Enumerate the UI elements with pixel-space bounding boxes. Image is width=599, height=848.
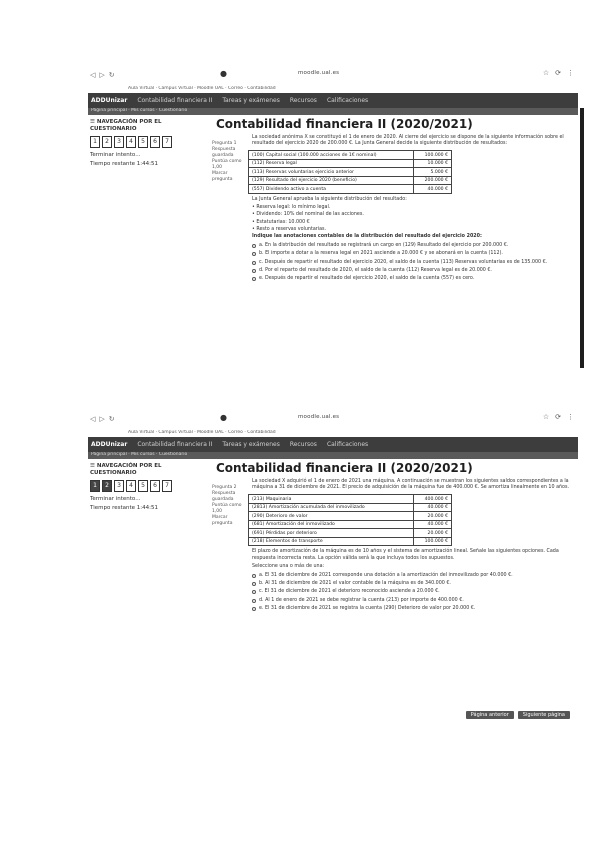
question-button[interactable]: 3 xyxy=(114,136,124,148)
account-label: (113) Reservas voluntarias ejercicio anterior xyxy=(249,168,414,177)
account-value: 20.000 € xyxy=(414,529,452,538)
table-row xyxy=(249,495,452,504)
account-label: (681) Amortización del inmovilizado xyxy=(249,520,414,529)
screenshot-bottom xyxy=(88,408,578,723)
account-value: 10.000 € xyxy=(414,159,452,168)
list-item: • Reserva legal: lo mínimo legal. xyxy=(252,205,331,211)
answer-option[interactable]: b. El importe a dotar a la reserva legal en 2021 asciende a 20.000 € y se abonará en la cuenta (112). xyxy=(252,251,576,257)
toolbar-item[interactable]: Calificaciones xyxy=(326,441,369,448)
question-info: Pregunta 2 Respuesta guardada Puntúa como 1,00 Marcar pregunta xyxy=(212,485,242,526)
quiz-navigation xyxy=(90,119,205,167)
table-row xyxy=(249,185,452,194)
table-row xyxy=(249,520,452,529)
account-label: (2813) Amortización acumulada del inmovilizado xyxy=(249,503,414,512)
account-label: (213) Maquinaria xyxy=(249,495,414,504)
toolbar-item[interactable]: Tareas y exámenes xyxy=(222,97,280,104)
answer-option[interactable]: a. El 31 de diciembre de 2021 corresponde una dotación a la amortización del inmovilizado por 40.000 €. xyxy=(252,573,576,579)
star-icon[interactable]: ☆ xyxy=(542,69,550,77)
breadcrumb[interactable]: Página principal · Mis cursos · Cuestionario xyxy=(88,108,578,115)
account-value: 100.000 € xyxy=(414,151,452,160)
question-info: Pregunta 1 Respuesta guardada Puntúa como 1,00 Marcar pregunta xyxy=(212,141,242,182)
browser-nav xyxy=(90,71,115,79)
account-value: 40.000 € xyxy=(414,185,452,194)
account-label: (129) Resultado del ejercicio 2020 (beneficio) xyxy=(249,176,414,185)
question-intro: La sociedad X adquirió el 1 de enero de 2021 una máquina. A continuación se muestran los siguientes saldos correspondientes a la máquina a 31 de diciembre de 2021. El precio de adquisición de la máquina fue de 400.000 €. Se amortiza linealmente en 10 años. xyxy=(252,479,570,491)
browser-chrome xyxy=(88,408,578,430)
answer-option[interactable]: c. Después de repartir el resultado del ejercicio 2020, el saldo de la cuenta (113) Reservas voluntarias es de 135.000 €. xyxy=(252,260,576,266)
browser-chrome xyxy=(88,64,578,86)
answer-option[interactable]: a. En la distribución del resultado se registrará un cargo en (129) Resultado del ejercicio por 200.000 €. xyxy=(252,243,576,249)
question-button[interactable]: 3 xyxy=(114,480,124,492)
next-page-button[interactable]: Siguiente página xyxy=(518,711,570,719)
site-toolbar xyxy=(88,93,578,108)
question-details xyxy=(252,549,576,612)
page-buttons xyxy=(466,711,570,719)
quiz-main xyxy=(212,459,576,614)
star-icon[interactable]: ☆ xyxy=(542,413,550,421)
checkbox-icon[interactable] xyxy=(252,599,256,603)
table-row xyxy=(249,151,452,160)
account-label: (691) Pérdidas por deterioro xyxy=(249,529,414,538)
toolbar-item[interactable]: Recursos xyxy=(289,441,317,448)
account-label: (290) Deterioro de valor xyxy=(249,512,414,521)
list-item: • Resto a reservas voluntarias. xyxy=(252,226,327,232)
question-text xyxy=(252,135,576,147)
browser-nav xyxy=(90,415,115,423)
question-button[interactable]: 6 xyxy=(150,480,160,492)
answer-options xyxy=(252,573,576,612)
list-item: • Dividendo: 10% del nominal de las acciones. xyxy=(252,212,364,218)
checkbox-icon[interactable] xyxy=(252,607,256,611)
question-text xyxy=(252,479,576,491)
site-brand[interactable]: ADDUnizar xyxy=(91,97,128,104)
menu-icon[interactable]: ⋮ xyxy=(567,413,574,421)
question-ask: Indique las anotaciones contables de la distribución del resultado del ejercicio 2020: xyxy=(252,233,482,239)
sync-icon[interactable]: ⟳ xyxy=(555,413,561,421)
checkbox-icon[interactable] xyxy=(252,269,256,273)
table-row xyxy=(249,168,452,177)
account-value: 5.000 € xyxy=(414,168,452,177)
question-grid xyxy=(90,480,205,492)
scrollbar[interactable] xyxy=(580,108,584,368)
toolbar-item[interactable]: Tareas y exámenes xyxy=(222,441,280,448)
answer-option[interactable]: d. Por el reparto del resultado de 2020, el saldo de la cuenta (112) Reserva legal es de 20.000 €. xyxy=(252,268,576,274)
table-row xyxy=(249,512,452,521)
table-row xyxy=(249,176,452,185)
breadcrumb[interactable]: Página principal · Mis cursos · Cuestionario xyxy=(88,452,578,459)
bookmarks-bar[interactable]: Aula Virtual · Campus Virtual · Moodle UAL · Correo · Contabilidad xyxy=(128,86,276,91)
table-row xyxy=(249,159,452,168)
question-button[interactable]: 6 xyxy=(150,136,160,148)
checkbox-icon[interactable] xyxy=(252,244,256,248)
question-note: El plazo de amortización de la máquina es de 10 años y el sistema de amortización lineal. Señale las siguientes opciones. Cada respuesta incorrecta resta. La opción válida será la que incluya todos los supuestos. xyxy=(252,549,559,561)
toolbar-item[interactable]: Contabilidad financiera II xyxy=(137,97,213,104)
answer-options xyxy=(252,243,576,282)
page-title: Contabilidad financiera II (2020/2021) xyxy=(216,117,473,131)
toolbar-item[interactable]: Recursos xyxy=(289,97,317,104)
question-grid xyxy=(90,136,205,148)
checkbox-icon[interactable] xyxy=(252,590,256,594)
question-button[interactable]: 5 xyxy=(138,136,148,148)
account-value: 100.000 € xyxy=(414,537,452,546)
question-button[interactable]: 1 xyxy=(90,136,100,148)
toolbar-item[interactable]: Calificaciones xyxy=(326,97,369,104)
account-value: 20.000 € xyxy=(414,512,452,521)
browser-actions xyxy=(543,69,574,77)
forward-icon[interactable]: ▷ xyxy=(99,71,105,79)
bookmarks-bar[interactable]: Aula Virtual · Campus Virtual · Moodle UAL · Correo · Contabilidad xyxy=(128,430,276,435)
question-button[interactable]: 7 xyxy=(162,480,172,492)
previous-page-button[interactable]: Página anterior xyxy=(466,711,514,719)
question-button[interactable]: 5 xyxy=(138,480,148,492)
question-button[interactable]: 4 xyxy=(126,480,136,492)
finish-attempt-link[interactable]: Terminar intento... xyxy=(90,496,141,502)
address-bar[interactable]: moodle.ual.es xyxy=(298,414,340,420)
account-value: 200.000 € xyxy=(414,176,452,185)
account-value: 400.000 € xyxy=(414,495,452,504)
sync-icon[interactable]: ⟳ xyxy=(555,69,561,77)
question-button[interactable]: 7 xyxy=(162,136,172,148)
checkbox-icon[interactable] xyxy=(252,277,256,281)
question-button[interactable]: 2 xyxy=(102,136,112,148)
answer-option[interactable]: e. Después de repartir el resultado del ejercicio 2020, el saldo de la cuenta (557) es cero. xyxy=(252,276,576,282)
account-label: (100) Capital social (100.000 acciones de 1€ nominal) xyxy=(249,151,414,160)
table-row xyxy=(249,529,452,538)
question-button[interactable]: 2 xyxy=(102,480,112,492)
time-remaining: Tiempo restante 1:44:51 xyxy=(90,505,158,511)
hamburger-icon: ☰ xyxy=(90,463,97,469)
answer-option[interactable]: c. El 31 de diciembre de 2021 el deterioro reconocido asciende a 20.000 €. xyxy=(252,589,576,595)
back-icon[interactable]: ◁ xyxy=(90,415,96,423)
quiz-navigation xyxy=(90,463,205,511)
question-button[interactable]: 4 xyxy=(126,136,136,148)
answer-option[interactable]: d. Al 1 de enero de 2021 se debe registrar la cuenta (213) por importe de 400.000 €. xyxy=(252,598,576,604)
browser-actions xyxy=(543,413,574,421)
account-value: 40.000 € xyxy=(414,520,452,529)
answer-option[interactable]: b. Al 31 de diciembre de 2021 el valor contable de la máquina es de 340.000 €. xyxy=(252,581,576,587)
lock-icon: ● xyxy=(220,69,227,78)
answer-option[interactable]: e. El 31 de diciembre de 2021 se registra la cuenta (290) Deterioro de valor por 20.000 €. xyxy=(252,606,576,612)
menu-icon[interactable]: ⋮ xyxy=(567,69,574,77)
account-label: (557) Dividendo activo a cuenta xyxy=(249,185,414,194)
table-row xyxy=(249,503,452,512)
account-label: (218) Elementos de transporte xyxy=(249,537,414,546)
table-row xyxy=(249,537,452,546)
lock-icon: ● xyxy=(220,413,227,422)
quiz-nav-title: ☰ NAVEGACIÓN POR EL CUESTIONARIO xyxy=(90,463,162,476)
hamburger-icon: ☰ xyxy=(90,119,97,125)
list-intro: La Junta General aprueba la siguiente distribución del resultado: xyxy=(252,196,407,202)
toolbar-item[interactable]: Contabilidad financiera II xyxy=(137,441,213,448)
quiz-nav-title: ☰ NAVEGACIÓN POR EL CUESTIONARIO xyxy=(90,119,162,132)
reload-icon[interactable]: ↻ xyxy=(108,415,115,423)
finish-attempt-link[interactable]: Terminar intento... xyxy=(90,152,141,158)
checkbox-icon[interactable] xyxy=(252,252,256,256)
time-remaining: Tiempo restante 1:44:51 xyxy=(90,161,158,167)
checkbox-icon[interactable] xyxy=(252,261,256,265)
quiz-main xyxy=(212,115,576,284)
question-button[interactable]: 1 xyxy=(90,480,100,492)
back-icon[interactable]: ◁ xyxy=(90,71,96,79)
checkbox-icon[interactable] xyxy=(252,582,256,586)
screenshot-top xyxy=(88,64,578,389)
accounts-table xyxy=(248,494,452,546)
page-title: Contabilidad financiera II (2020/2021) xyxy=(216,461,473,475)
checkbox-icon[interactable] xyxy=(252,574,256,578)
select-instruction: Seleccione una o más de una: xyxy=(252,563,325,569)
account-label: (112) Reserva legal xyxy=(249,159,414,168)
distribution-list xyxy=(252,205,576,233)
account-value: 40.000 € xyxy=(414,503,452,512)
accounts-table xyxy=(248,150,452,194)
question-intro: La sociedad anónima X se constituyó el 1 de enero de 2020. Al cierre del ejercicio se dispone de la siguiente información sobre el resultado del ejercicio 2020 de 200.000 €. La Junta General decide la siguiente distribución de resultados: xyxy=(252,135,564,147)
address-bar[interactable]: moodle.ual.es xyxy=(298,70,340,76)
forward-icon[interactable]: ▷ xyxy=(99,415,105,423)
list-item: • Estatutarias: 10.000 € xyxy=(252,219,310,225)
question-details xyxy=(252,197,576,282)
reload-icon[interactable]: ↻ xyxy=(108,71,115,79)
site-brand[interactable]: ADDUnizar xyxy=(91,441,128,448)
site-toolbar xyxy=(88,437,578,452)
